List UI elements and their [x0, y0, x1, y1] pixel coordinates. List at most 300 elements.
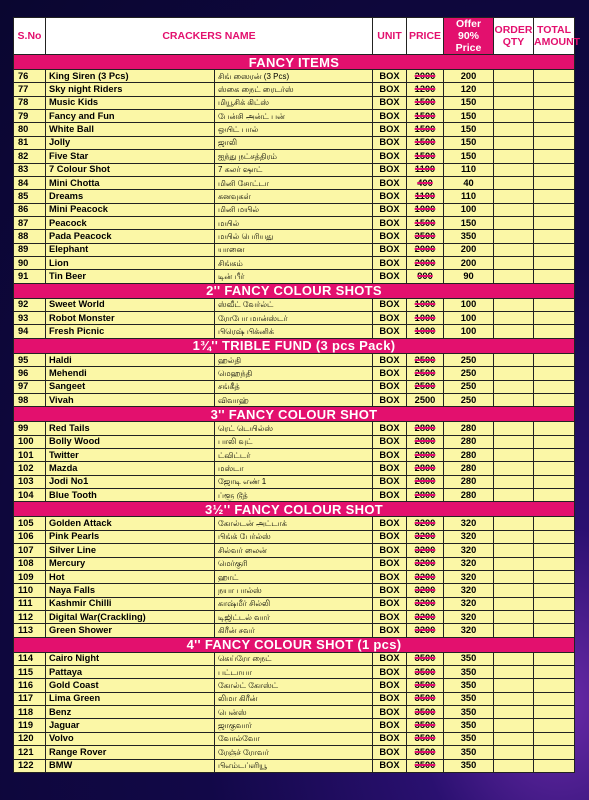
product-name-tamil: கிரீன் சவர்: [215, 624, 373, 637]
price-cell: [407, 367, 444, 380]
table-row: [14, 746, 575, 759]
offer-price-cell: 250: [444, 380, 494, 393]
price-cell: [407, 422, 444, 435]
price-cell: [407, 96, 444, 109]
total-amount-cell: [534, 312, 575, 325]
total-amount-cell: [534, 96, 575, 109]
serial-number: 83: [14, 163, 46, 176]
table-row: [14, 136, 575, 149]
price-cell: [407, 692, 444, 705]
section-header-row: [14, 55, 575, 70]
order-qty-cell[interactable]: [494, 652, 534, 665]
total-amount-cell: [534, 462, 575, 475]
offer-price-cell: 350: [444, 759, 494, 772]
unit-cell: BOX: [373, 110, 407, 123]
order-qty-cell[interactable]: [494, 570, 534, 583]
total-amount-cell: [534, 679, 575, 692]
offer-price-cell: 90: [444, 270, 494, 283]
order-qty-cell[interactable]: [494, 163, 534, 176]
order-qty-cell[interactable]: [494, 190, 534, 203]
price-cell: [407, 597, 444, 610]
table-row: [14, 706, 575, 719]
total-amount-cell: [534, 692, 575, 705]
product-name-tamil: ஜாலி: [215, 136, 373, 149]
price-value: 400: [417, 177, 433, 188]
order-qty-cell[interactable]: [494, 203, 534, 216]
offer-price-cell: 110: [444, 163, 494, 176]
total-amount-cell: [534, 544, 575, 557]
price-value: 2500: [414, 381, 436, 392]
order-qty-cell[interactable]: [494, 462, 534, 475]
section-title: 3'' FANCY COLOUR SHOT: [14, 407, 575, 422]
unit-cell: BOX: [373, 203, 407, 216]
section-header-row: [14, 407, 575, 422]
product-name-english: Silver Line: [46, 544, 215, 557]
offer-price-cell: 280: [444, 422, 494, 435]
order-qty-cell[interactable]: [494, 70, 534, 83]
total-amount-cell: [534, 393, 575, 406]
total-amount-cell: [534, 448, 575, 461]
offer-price-cell: 350: [444, 719, 494, 732]
price-value: 1500: [414, 137, 436, 148]
serial-number: 98: [14, 393, 46, 406]
product-name-english: Haldi: [46, 353, 215, 366]
table-row: [14, 652, 575, 665]
offer-price-cell: 350: [444, 666, 494, 679]
order-qty-cell[interactable]: [494, 393, 534, 406]
product-name-english: Green Shower: [46, 624, 215, 637]
table-row: [14, 448, 575, 461]
offer-price-cell: 320: [444, 597, 494, 610]
product-name-tamil: மயில்: [215, 216, 373, 229]
unit-cell: BOX: [373, 243, 407, 256]
price-value: 3500: [414, 733, 436, 744]
price-value: 3500: [414, 760, 436, 771]
price-cell: [407, 190, 444, 203]
price-value: 3200: [414, 598, 436, 609]
order-qty-cell[interactable]: [494, 216, 534, 229]
product-name-tamil: ஜோடி எண் 1: [215, 475, 373, 488]
order-qty-cell[interactable]: [494, 732, 534, 745]
offer-price-cell: 350: [444, 692, 494, 705]
unit-cell: BOX: [373, 325, 407, 338]
product-name-tamil: லிமா கிரீன்: [215, 692, 373, 705]
product-name-tamil: யானை: [215, 243, 373, 256]
section-header-row: [14, 502, 575, 517]
total-amount-cell: [534, 422, 575, 435]
unit-cell: BOX: [373, 435, 407, 448]
serial-number: 103: [14, 475, 46, 488]
product-name-english: Mini Chotta: [46, 176, 215, 189]
order-qty-cell[interactable]: [494, 96, 534, 109]
product-name-tamil: 7 கலர் ஷாட்: [215, 163, 373, 176]
order-qty-cell[interactable]: [494, 759, 534, 772]
order-qty-cell[interactable]: [494, 380, 534, 393]
offer-price-cell: 200: [444, 257, 494, 270]
order-qty-cell[interactable]: [494, 243, 534, 256]
price-cell: [407, 544, 444, 557]
order-qty-cell[interactable]: [494, 530, 534, 543]
price-cell: [407, 475, 444, 488]
price-cell: [407, 270, 444, 283]
unit-cell: BOX: [373, 380, 407, 393]
product-name-english: Elephant: [46, 243, 215, 256]
price-value: 3500: [414, 720, 436, 731]
price-value: 1500: [414, 150, 436, 161]
offer-price-cell: 150: [444, 136, 494, 149]
offer-price-header: Offer 90% Price: [444, 18, 494, 55]
price-value: 1000: [414, 299, 436, 310]
serial-number: 95: [14, 353, 46, 366]
product-name-english: White Ball: [46, 123, 215, 136]
total-amount-cell: [534, 489, 575, 502]
price-value: 1000: [414, 204, 436, 215]
offer-price-cell: 150: [444, 110, 494, 123]
price-value: 2800: [414, 489, 436, 500]
total-amount-cell: [534, 530, 575, 543]
order-qty-cell[interactable]: [494, 257, 534, 270]
total-amount-cell: [534, 570, 575, 583]
offer-price-cell: 280: [444, 489, 494, 502]
table-row: [14, 325, 575, 338]
product-name-english: Hot: [46, 570, 215, 583]
unit-cell: BOX: [373, 666, 407, 679]
order-qty-cell[interactable]: [494, 746, 534, 759]
table-row: [14, 230, 575, 243]
serial-number: 101: [14, 448, 46, 461]
price-cell: [407, 203, 444, 216]
product-name-tamil: பிரெஷ் பிக்னிக்: [215, 325, 373, 338]
order-qty-cell[interactable]: [494, 557, 534, 570]
product-name-tamil: சிங்கம்: [215, 257, 373, 270]
price-cell: [407, 652, 444, 665]
unit-cell: BOX: [373, 96, 407, 109]
total-amount-cell: [534, 475, 575, 488]
serial-number: 79: [14, 110, 46, 123]
table-row: [14, 517, 575, 530]
product-name-english: Dreams: [46, 190, 215, 203]
product-name-tamil: மெஹந்தி: [215, 367, 373, 380]
offer-price-cell: 150: [444, 123, 494, 136]
product-name-tamil: பட்டாயா: [215, 666, 373, 679]
price-cell: [407, 462, 444, 475]
order-qty-cell[interactable]: [494, 312, 534, 325]
serial-number: 121: [14, 746, 46, 759]
order-qty-cell[interactable]: [494, 489, 534, 502]
order-qty-cell[interactable]: [494, 719, 534, 732]
total-amount-cell: [534, 610, 575, 623]
order-qty-cell[interactable]: [494, 624, 534, 637]
price-cell: [407, 136, 444, 149]
order-qty-cell[interactable]: [494, 270, 534, 283]
total-amount-cell: [534, 652, 575, 665]
unit-cell: BOX: [373, 190, 407, 203]
order-qty-cell[interactable]: [494, 692, 534, 705]
offer-price-cell: 110: [444, 190, 494, 203]
serial-number: 88: [14, 230, 46, 243]
serial-number: 90: [14, 257, 46, 270]
table-row: [14, 367, 575, 380]
product-name-english: Pink Pearls: [46, 530, 215, 543]
order-qty-cell[interactable]: [494, 136, 534, 149]
price-cell: [407, 435, 444, 448]
table-row: [14, 666, 575, 679]
price-value: 1100: [414, 164, 436, 175]
unit-cell: BOX: [373, 570, 407, 583]
serial-number: 119: [14, 719, 46, 732]
price-cell: [407, 353, 444, 366]
table-row: [14, 719, 575, 732]
price-value: 3200: [414, 531, 436, 542]
offer-price-cell: 250: [444, 393, 494, 406]
total-amount-cell: [534, 176, 575, 189]
order-qty-cell[interactable]: [494, 325, 534, 338]
order-qty-cell[interactable]: [494, 230, 534, 243]
serial-number: 115: [14, 666, 46, 679]
product-name-tamil: கனவுகள்: [215, 190, 373, 203]
order-qty-cell[interactable]: [494, 435, 534, 448]
unit-cell: BOX: [373, 422, 407, 435]
order-qty-cell[interactable]: [494, 298, 534, 311]
unit-cell: BOX: [373, 462, 407, 475]
serial-number: 85: [14, 190, 46, 203]
total-amount-cell: [534, 367, 575, 380]
price-list-table: [13, 17, 581, 773]
product-name-english: Peacock: [46, 216, 215, 229]
order-qty-cell[interactable]: [494, 123, 534, 136]
price-value: 2800: [414, 436, 436, 447]
product-name-tamil: பிங்க் பேர்ல்ஸ்: [215, 530, 373, 543]
unit-cell: BOX: [373, 257, 407, 270]
price-value: 3500: [414, 230, 436, 241]
offer-price-cell: 320: [444, 610, 494, 623]
table-row: [14, 679, 575, 692]
order-qty-cell[interactable]: [494, 610, 534, 623]
price-cell: [407, 706, 444, 719]
total-amount-cell: [534, 584, 575, 597]
order-qty-cell[interactable]: [494, 448, 534, 461]
serial-number: 93: [14, 312, 46, 325]
order-qty-cell[interactable]: [494, 666, 534, 679]
table-row: [14, 83, 575, 96]
product-name-tamil: வோல்வோ: [215, 732, 373, 745]
order-qty-cell[interactable]: [494, 584, 534, 597]
serial-number: 107: [14, 544, 46, 557]
price-cell: [407, 83, 444, 96]
product-name-english: Five Star: [46, 150, 215, 163]
price-value: 3500: [414, 653, 436, 664]
sno-header: S.No: [14, 18, 46, 55]
section-header-row: [14, 283, 575, 298]
offer-price-cell: 100: [444, 298, 494, 311]
product-name-english: BMW: [46, 759, 215, 772]
unit-cell: BOX: [373, 610, 407, 623]
price-value: 1100: [414, 190, 436, 201]
total-amount-header: TOTAL AMOUNT: [534, 18, 575, 55]
product-name-tamil: ஐந்து நட்சத்திரம்: [215, 150, 373, 163]
price-cell: [407, 230, 444, 243]
offer-price-cell: 40: [444, 176, 494, 189]
header-row: [14, 18, 575, 55]
price-value: 3500: [414, 680, 436, 691]
order-qty-cell[interactable]: [494, 150, 534, 163]
price-cell: [407, 176, 444, 189]
serial-number: 114: [14, 652, 46, 665]
order-qty-cell[interactable]: [494, 176, 534, 189]
unit-cell: BOX: [373, 652, 407, 665]
table-row: [14, 123, 575, 136]
price-value: 3200: [414, 558, 436, 569]
product-name-tamil: பேன்சி அன்ட் பன்: [215, 110, 373, 123]
table-row: [14, 96, 575, 109]
product-name-tamil: ஹாட்: [215, 570, 373, 583]
offer-price-cell: 100: [444, 203, 494, 216]
table-row: [14, 475, 575, 488]
price-cell: [407, 530, 444, 543]
serial-number: 86: [14, 203, 46, 216]
unit-cell: BOX: [373, 706, 407, 719]
product-name-tamil: ஹல்தி: [215, 353, 373, 366]
product-name-tamil: ஒயிட் பால்: [215, 123, 373, 136]
table-row: [14, 312, 575, 325]
table-row: [14, 692, 575, 705]
order-qty-cell[interactable]: [494, 353, 534, 366]
price-value: 1000: [414, 326, 436, 337]
product-name-english: Blue Tooth: [46, 489, 215, 502]
offer-price-cell: 320: [444, 557, 494, 570]
table-row: [14, 216, 575, 229]
unit-cell: BOX: [373, 393, 407, 406]
unit-cell: BOX: [373, 475, 407, 488]
total-amount-cell: [534, 325, 575, 338]
total-amount-cell: [534, 597, 575, 610]
product-name-tamil: சில்வர் லைன்: [215, 544, 373, 557]
order-qty-cell[interactable]: [494, 679, 534, 692]
section-header-row: [14, 637, 575, 652]
price-value: 3200: [414, 611, 436, 622]
offer-price-cell: 100: [444, 312, 494, 325]
unit-header: UNIT: [373, 18, 407, 55]
product-name-tamil: ப்ளூ டூத்: [215, 489, 373, 502]
total-amount-cell: [534, 123, 575, 136]
unit-cell: BOX: [373, 70, 407, 83]
order-qty-cell[interactable]: [494, 110, 534, 123]
price-cell: [407, 380, 444, 393]
table-row: [14, 270, 575, 283]
total-amount-cell: [534, 257, 575, 270]
order-qty-cell[interactable]: [494, 475, 534, 488]
unit-cell: BOX: [373, 624, 407, 637]
unit-cell: BOX: [373, 746, 407, 759]
total-amount-cell: [534, 163, 575, 176]
product-name-english: Naya Falls: [46, 584, 215, 597]
total-amount-cell: [534, 83, 575, 96]
product-name-english: Cairo Night: [46, 652, 215, 665]
table-row: [14, 530, 575, 543]
table-row: [14, 203, 575, 216]
order-qty-cell[interactable]: [494, 706, 534, 719]
total-amount-cell: [534, 557, 575, 570]
price-value: 2000: [414, 244, 436, 255]
order-qty-cell[interactable]: [494, 597, 534, 610]
total-amount-cell: [534, 203, 575, 216]
order-qty-cell[interactable]: [494, 517, 534, 530]
offer-price-cell: 350: [444, 732, 494, 745]
section-title: 3½'' FANCY COLOUR SHOT: [14, 502, 575, 517]
table-row: [14, 380, 575, 393]
price-value: 3200: [414, 584, 436, 595]
product-name-english: Sangeet: [46, 380, 215, 393]
unit-cell: BOX: [373, 692, 407, 705]
table-row: [14, 557, 575, 570]
product-name-english: Robot Monster: [46, 312, 215, 325]
price-value: 2500: [414, 367, 436, 378]
order-qty-cell[interactable]: [494, 367, 534, 380]
product-name-english: Gold Coast: [46, 679, 215, 692]
price-cell: [407, 489, 444, 502]
product-name-english: Jodi No1: [46, 475, 215, 488]
product-name-tamil: சங்கீத்: [215, 380, 373, 393]
section-title: 1¾'' TRIBLE FUND (3 pcs Pack): [14, 338, 575, 353]
offer-price-cell: 100: [444, 325, 494, 338]
price-value: 2500: [414, 354, 436, 365]
total-amount-cell: [534, 190, 575, 203]
offer-price-cell: 150: [444, 150, 494, 163]
order-qty-cell[interactable]: [494, 83, 534, 96]
price-value: 2800: [414, 422, 436, 433]
offer-price-cell: 350: [444, 746, 494, 759]
unit-cell: BOX: [373, 312, 407, 325]
offer-price-cell: 280: [444, 435, 494, 448]
order-qty-cell[interactable]: [494, 544, 534, 557]
unit-cell: BOX: [373, 557, 407, 570]
offer-price-cell: 320: [444, 584, 494, 597]
offer-price-cell: 200: [444, 70, 494, 83]
total-amount-cell: [534, 270, 575, 283]
offer-price-cell: 250: [444, 353, 494, 366]
order-qty-cell[interactable]: [494, 422, 534, 435]
serial-number: 110: [14, 584, 46, 597]
product-name-english: Mazda: [46, 462, 215, 475]
table-row: [14, 176, 575, 189]
offer-price-cell: 280: [444, 475, 494, 488]
price-value: 1500: [414, 110, 436, 121]
section-header-row: [14, 338, 575, 353]
unit-cell: BOX: [373, 150, 407, 163]
price-cell: [407, 150, 444, 163]
price-cell: [407, 298, 444, 311]
table-row: [14, 393, 575, 406]
unit-cell: BOX: [373, 732, 407, 745]
product-name-english: Range Rover: [46, 746, 215, 759]
unit-cell: BOX: [373, 367, 407, 380]
table-row: [14, 163, 575, 176]
price-value: 2800: [414, 463, 436, 474]
product-name-tamil: மெர்குரி: [215, 557, 373, 570]
product-name-tamil: பிஎம்டப்ளியூ: [215, 759, 373, 772]
product-name-english: Benz: [46, 706, 215, 719]
serial-number: 92: [14, 298, 46, 311]
product-name-tamil: டின் பீர்: [215, 270, 373, 283]
offer-price-cell: 320: [444, 624, 494, 637]
price-list-body: [14, 55, 575, 773]
table-row: [14, 70, 575, 83]
offer-price-cell: 120: [444, 83, 494, 96]
product-name-english: Twitter: [46, 448, 215, 461]
product-name-tamil: விவாஹ்: [215, 393, 373, 406]
table-row: [14, 624, 575, 637]
price-cell: [407, 759, 444, 772]
